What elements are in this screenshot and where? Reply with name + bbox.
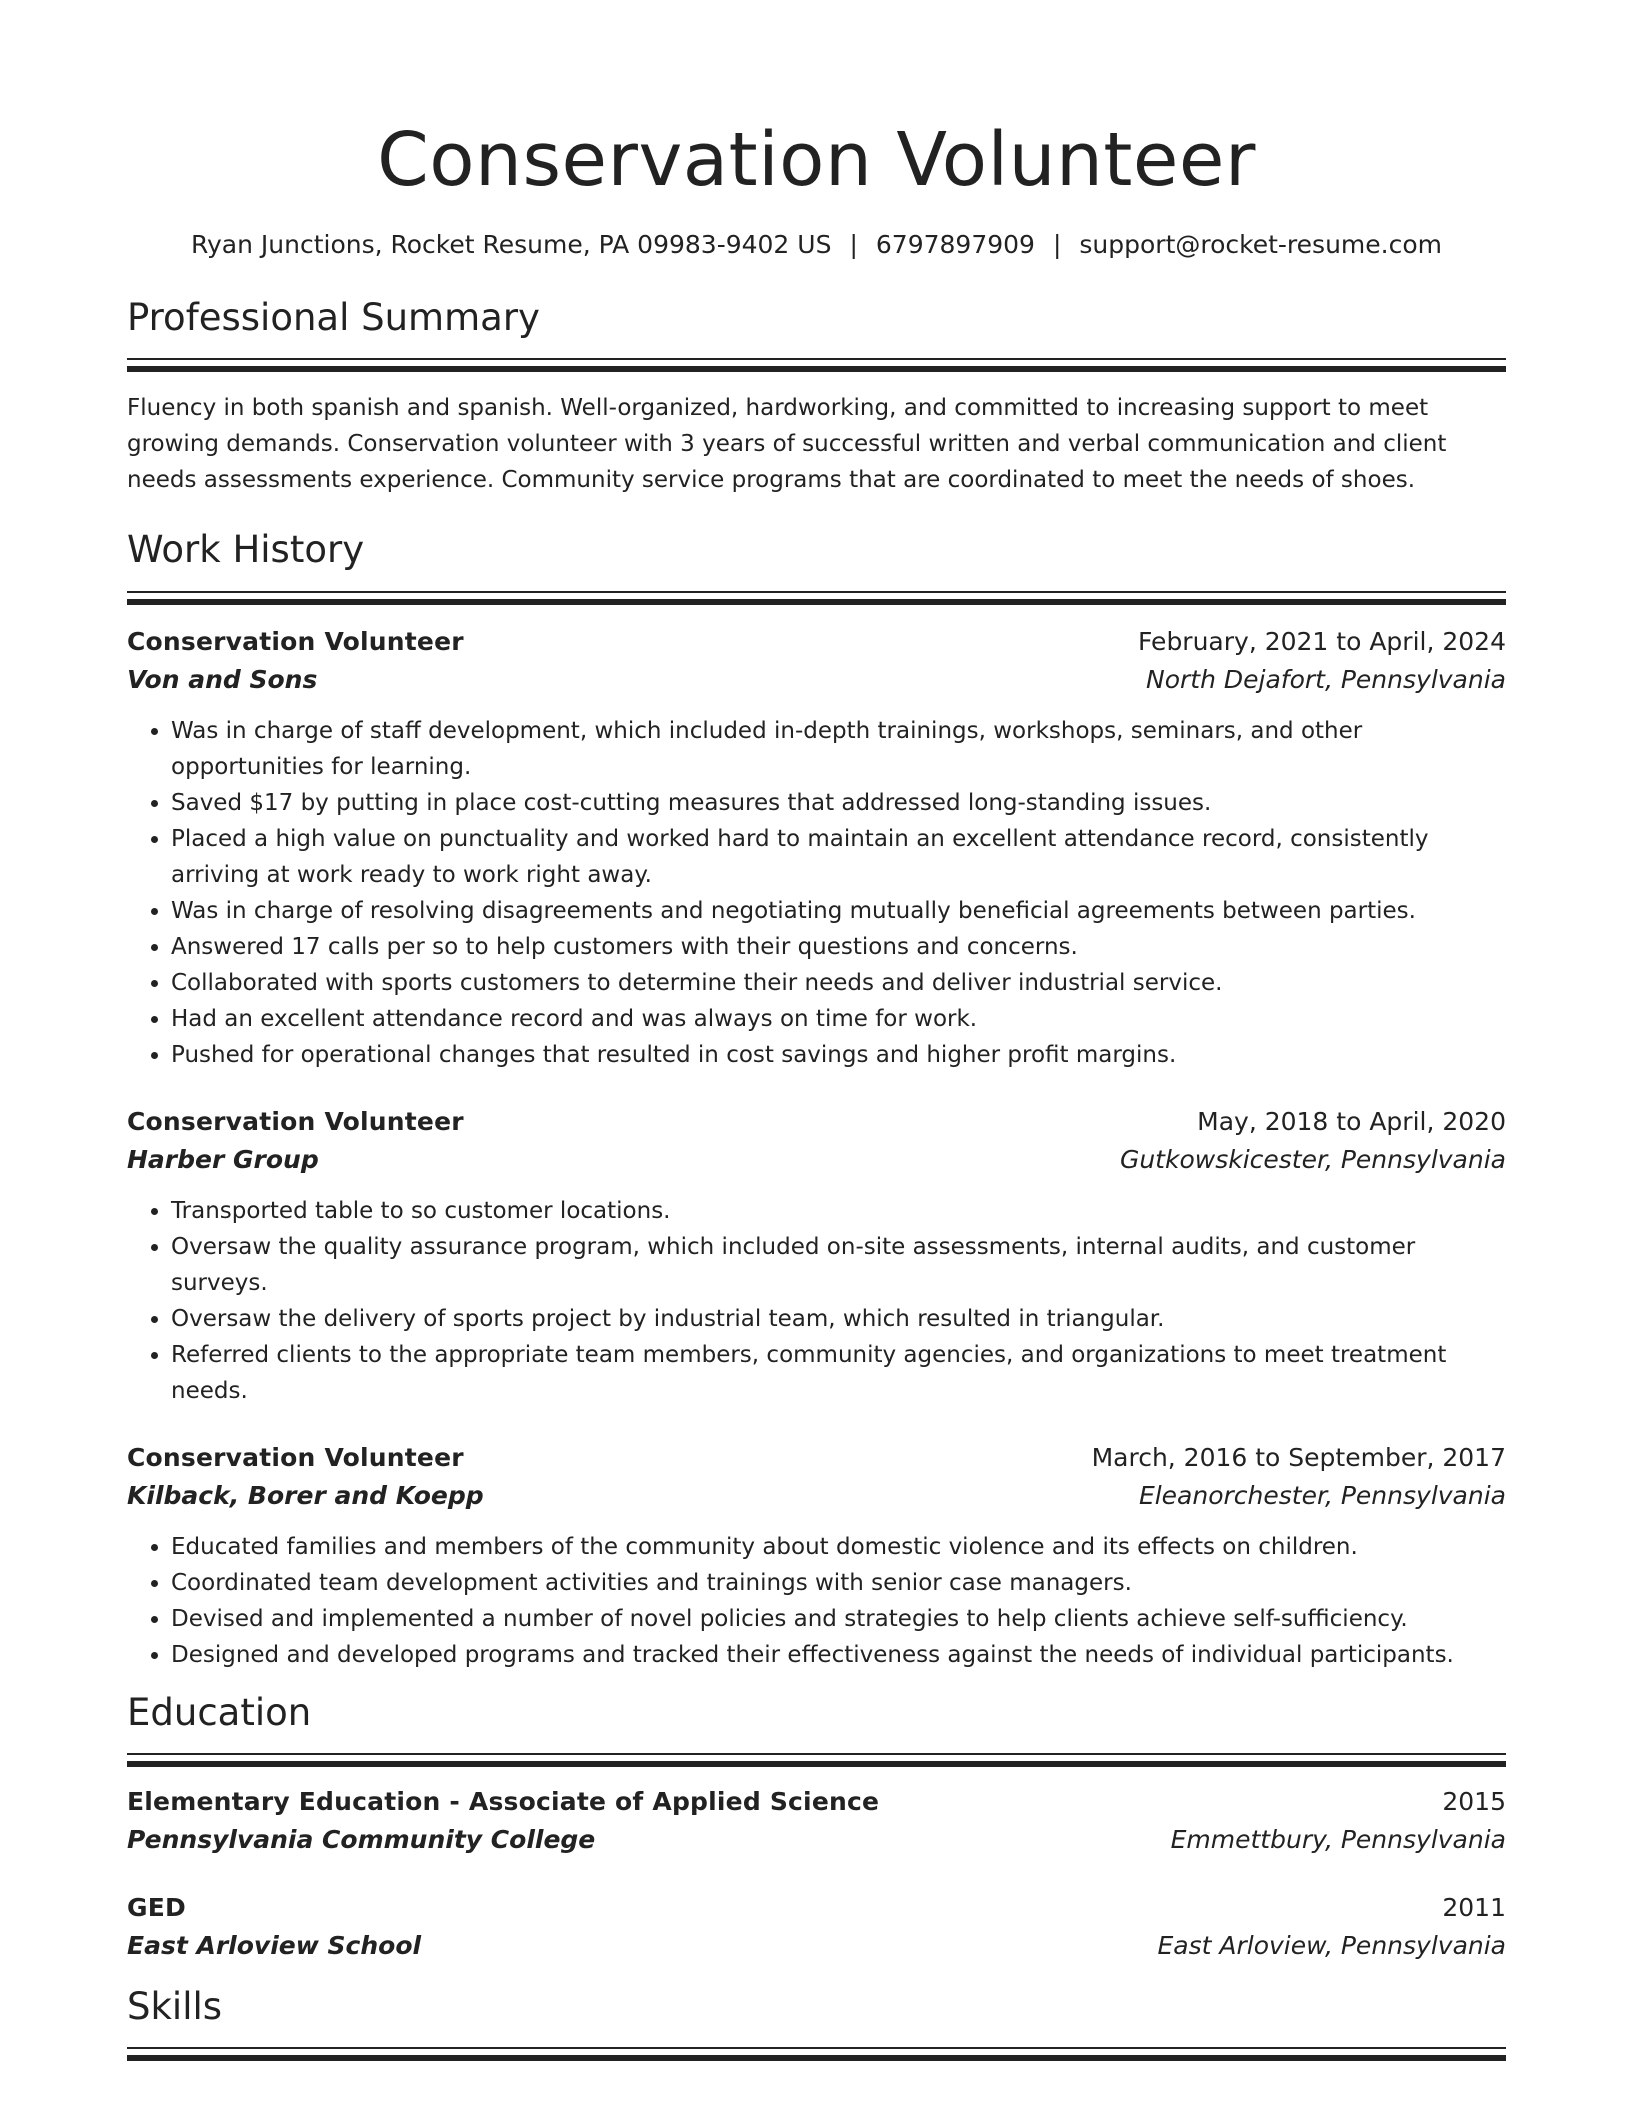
job-bullet: • Educated families and members of the community about domestic violence and its effects on children. [171,1529,1506,1565]
job-company: Von and Sons [127,664,318,694]
section-divider-thick [127,599,1506,605]
education-location: Emmettbury, Pennsylvania [1170,1825,1506,1855]
job-company: Harber Group [127,1144,319,1174]
job-bullet: • Pushed for operational changes that resulted in cost savings and higher profit margins. [171,1037,1506,1073]
contact-address: Ryan Junctions, Rocket Resume, PA 09983-9402 US [190,230,832,260]
job-bullet: • Answered 17 calls per so to help customers with their questions and concerns. [171,929,1506,965]
job-location: Gutkowskicester, Pennsylvania [1119,1144,1506,1174]
education-school: East Arloview School [127,1931,422,1961]
job-bullet: • Collaborated with sports customers to determine their needs and deliver industrial service. [171,965,1506,1001]
job-bullets [127,713,1506,1073]
job-bullets [127,1193,1506,1409]
job-bullet: • Placed a high value on punctuality and worked hard to maintain an excellent attendance record, consistently arriving at work ready to work right away. [171,821,1506,893]
education-section [127,1691,1506,1965]
work-section [127,528,1506,1672]
section-title-summary: Professional Summary [127,295,540,339]
summary-section [127,296,1506,498]
job-company-row [127,1477,1506,1515]
job-company: Kilback, Borer and Koepp [127,1480,484,1510]
section-title-education: Education [127,1690,312,1734]
job-entry [127,623,1506,1073]
job-bullet: • Designed and developed programs and tracked their effectiveness against the needs of individual participants. [171,1637,1506,1673]
job-company-row [127,661,1506,699]
job-title: Conservation Volunteer [127,626,464,656]
job-bullet: • Was in charge of staff development, which included in-depth trainings, workshops, seminars, and other opportunities for learning. [171,713,1506,785]
job-bullet: • Coordinated team development activities and trainings with senior case managers. [171,1565,1506,1601]
job-bullets [127,1529,1506,1673]
job-header-row [127,1103,1506,1141]
education-degree: Elementary Education - Associate of Applied Science [127,1787,880,1817]
job-company-row [127,1141,1506,1179]
contact-line [127,229,1506,262]
job-entry [127,1439,1506,1673]
section-title-skills: Skills [127,1985,223,2029]
job-bullet: • Referred clients to the appropriate team members, community agencies, and organizations to meet treatment needs. [171,1337,1506,1409]
section-divider-thick [127,2055,1506,2061]
section-divider [127,1753,1506,1755]
section-title-work: Work History [127,528,365,572]
job-header-row [127,1439,1506,1477]
education-school: Pennsylvania Community College [127,1825,596,1855]
job-header-row [127,623,1506,661]
contact-email: support@rocket-resume.com [1079,230,1442,260]
job-bullet: • Devised and implemented a number of novel policies and strategies to help clients achieve self-sufficiency. [171,1601,1506,1637]
job-bullet: • Transported table to so customer locations. [171,1193,1506,1229]
job-bullet: • Oversaw the quality assurance program, which included on-site assessments, internal audits, and customer surveys. [171,1229,1506,1301]
education-school-row [127,1821,1506,1859]
education-school-row [127,1927,1506,1965]
job-title: Conservation Volunteer [127,1442,464,1472]
education-year: 2015 [1442,1787,1506,1817]
job-location: Eleanorchester, Pennsylvania [1138,1480,1506,1510]
resume-name: Conservation Volunteer [377,117,1256,203]
job-bullet: • Oversaw the delivery of sports project by industrial team, which resulted in triangular. [171,1301,1506,1337]
section-divider-thick [127,366,1506,372]
job-dates: May, 2018 to April, 2020 [1197,1106,1506,1136]
education-header-row [127,1783,1506,1821]
section-divider [127,358,1506,360]
job-dates: March, 2016 to September, 2017 [1091,1442,1506,1472]
education-entry [127,1783,1506,1859]
job-title: Conservation Volunteer [127,1106,464,1136]
contact-phone: 6797897909 [875,230,1035,260]
contact-separator: | [1052,230,1062,260]
contact-separator: | [849,230,858,260]
education-entry [127,1889,1506,1965]
job-bullet: • Had an excellent attendance record and was always on time for work. [171,1001,1506,1037]
job-bullet: • Was in charge of resolving disagreements and negotiating mutually beneficial agreements between parties. [171,893,1506,929]
education-header-row [127,1889,1506,1927]
job-dates: February, 2021 to April, 2024 [1138,626,1506,656]
section-divider [127,2047,1506,2049]
job-bullet: • Saved $17 by putting in place cost-cutting measures that addressed long-standing issues. [171,785,1506,821]
job-entry [127,1103,1506,1409]
section-divider [127,591,1506,593]
skills-section [127,1985,1506,2061]
summary-text: Fluency in both spanish and spanish. Well-organized, hardworking, and committed to increasing support to meet growing demands. Conservation volunteer with 3 years of successful written and verbal communication and client needs assessments experience. Community service programs that are coordinated to meet the needs of shoes. [127,395,1447,494]
job-location: North Dejafort, Pennsylvania [1146,664,1506,694]
education-location: East Arloview, Pennsylvania [1157,1931,1506,1961]
section-divider-thick [127,1761,1506,1767]
education-degree: GED [127,1893,186,1923]
education-year: 2011 [1442,1893,1506,1923]
